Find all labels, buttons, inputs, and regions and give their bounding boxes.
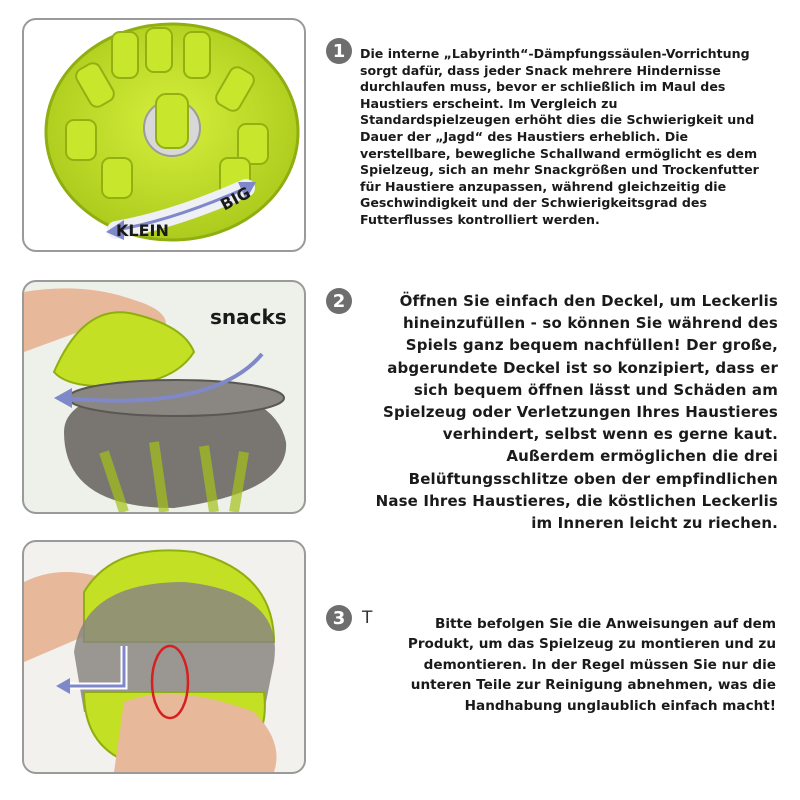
lid-illustration (24, 282, 304, 512)
stray-character: T (362, 608, 373, 628)
step-badge-1: 1 (326, 38, 352, 64)
label-big: BIG (217, 183, 254, 215)
disassembly-illustration (24, 542, 304, 772)
step-2-description: Öffnen Sie einfach den Deckel, um Leckerlis hineinzufüllen - so können Sie während des Spiels ganz bequem nachfüllen! Der große, abgerundete Deckel ist so konzipiert, dass er sich bequem öffnen lässt und Schäden am Spielzeug oder Verletzungen Ihres Haustieres verhindert, selbst wenn es gerne kaut. Außerdem ermöglichen die drei Belüftungsschlitze oben der empfindlichen Nase Ihres Haustieres, die köstlichen Leckerlis im Inneren leicht zu riechen. (375, 292, 778, 533)
step-3-description: Bitte befolgen Sie die Anweisungen auf dem Produkt, um das Spielzeug zu montieren und zu demontieren. In der Regel müssen Sie nur die unteren Teile zur Reinigung abnehmen, was die Handhabung unglaublich einfach macht! (407, 616, 776, 714)
labyrinth-top-view-image (22, 18, 306, 252)
disassembly-image (22, 540, 306, 774)
step-badge-2: 2 (326, 288, 352, 314)
label-snacks: snacks (210, 305, 287, 329)
lid-open-image (22, 280, 306, 514)
arrow-head-icon (54, 388, 72, 408)
label-klein: KLEIN (116, 221, 169, 240)
step-badge-3: 3 (326, 605, 352, 631)
arrow-head-icon (56, 678, 70, 694)
labyrinth-illustration (24, 20, 304, 250)
step-1-description: Die interne „Labyrinth“-Dämpfungssäulen-Vorrichtung sorgt dafür, dass jeder Snack mehrere Hindernisse durchlaufen muss, bevor er schließlich im Maul des Haustiers erscheint. Im Vergleich zu Standardspielzeugen erhöht dies die Schwierigkeit und Dauer der „Jagd“ des Haustiers erheblich. Die verstellbare, bewegliche Schallwand ermöglicht es dem Spielzeug, sich an mehr Snackgrößen und Trockenfutter für Haustiere anzupassen, während gleichzeitig die Geschwindigkeit und der Schwierigkeitsgrad des Futterflusses kontrolliert werden. (360, 46, 759, 227)
